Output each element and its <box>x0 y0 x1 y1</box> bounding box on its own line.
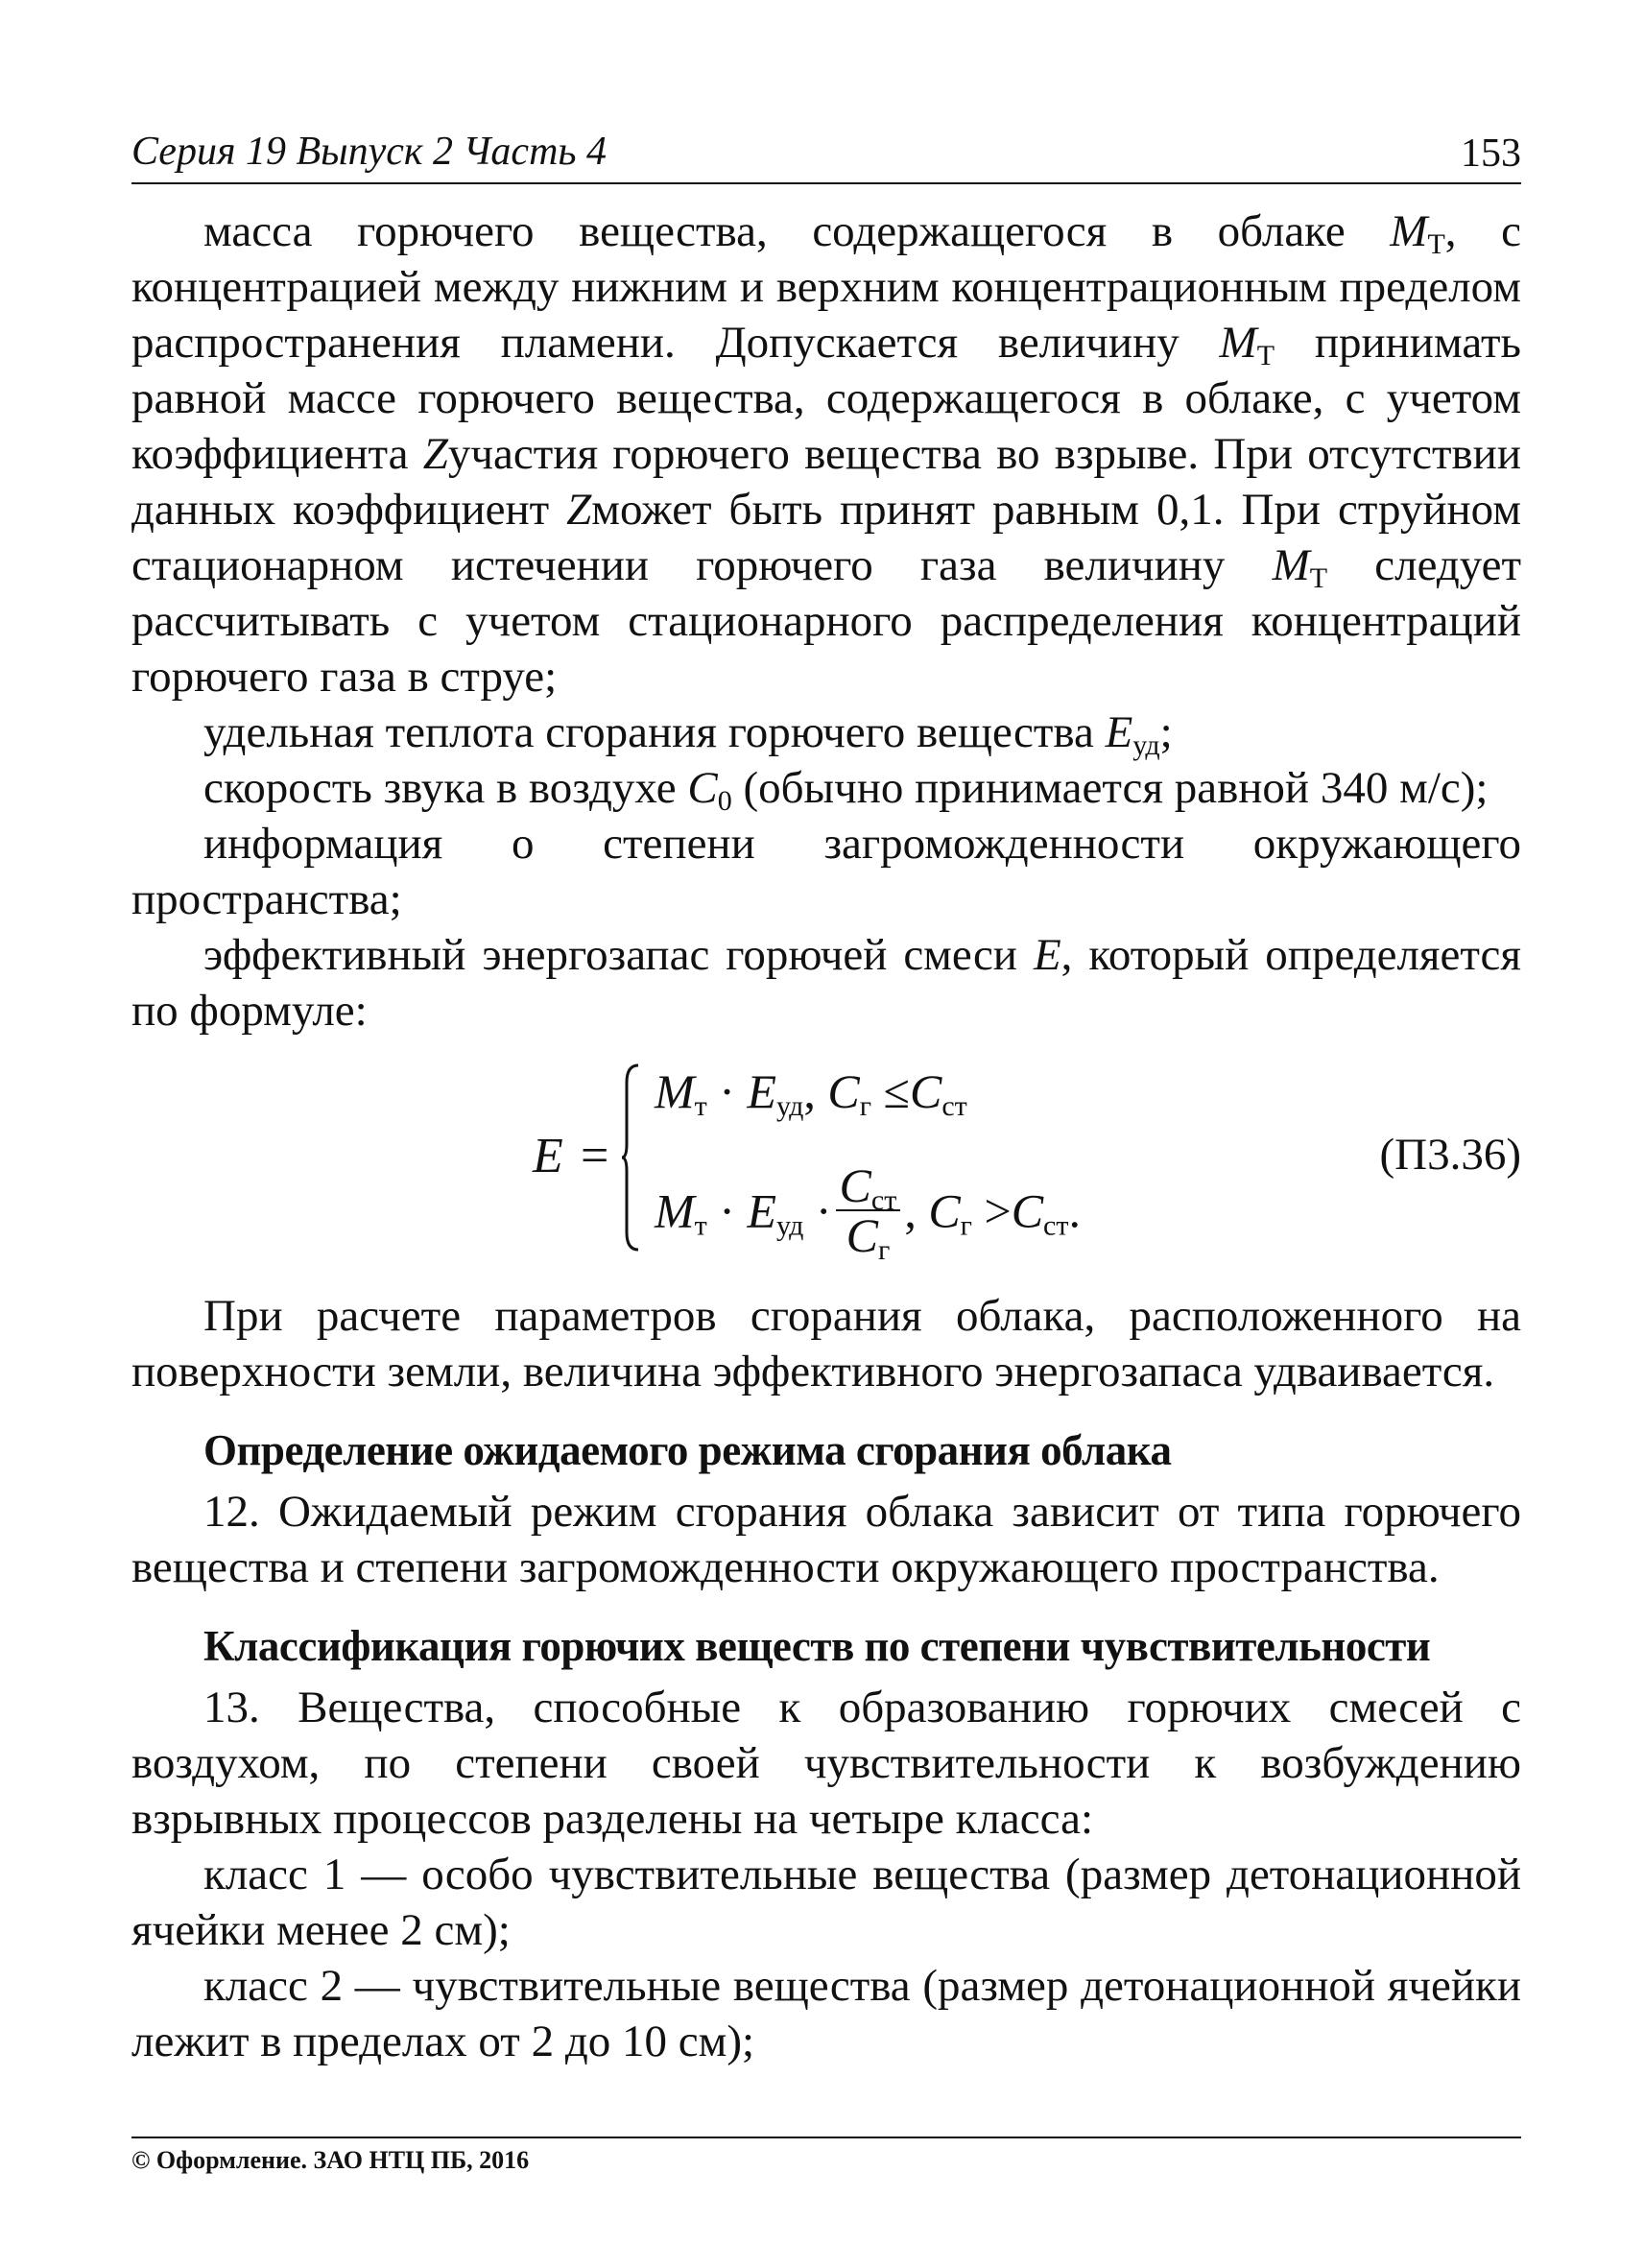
paragraph-item-12: 12. Ожидаемый режим сгорания облака зависит от типа горючего вещества и степени загроможденности окружающего пространства. <box>131 1487 1521 1592</box>
formula-lhs: E <box>533 1129 563 1183</box>
formula-number: (П3.36) <box>1379 1130 1521 1180</box>
paragraph-heat: удельная теплота сгорания горючего вещества $E_{уд}$; <box>203 707 1173 761</box>
paragraph-item-13: 13. Вещества, способные к образованию горючих смесей с воздухом, по степени своей чувствительности к возбуждению взрывных процессов разделены на четыре класса: <box>131 1683 1521 1844</box>
formula-case-2: $M_т \cdot E_{уд}$ · $\frac{C_{ст}}{C_г}$ , $C_г >C_{ст}$. <box>655 1158 1081 1266</box>
left-brace <box>621 1063 640 1252</box>
page-footer <box>131 2137 1521 2175</box>
formula-fraction: $\frac{C_{ст}}{C_г}$ <box>836 1161 901 1259</box>
paragraph-congestion: информация о степени загроможденности окружающего пространства; <box>131 819 1521 924</box>
heading-sensitivity-classes: Классификация горючих веществ по степени чувствительности <box>203 1622 1431 1670</box>
page-header <box>131 130 1521 184</box>
paragraph-sound-speed: скорость звука в воздухе $C_0$ (обычно принимается равной 340 м/с); <box>203 763 1489 817</box>
paragraph-mass: масса горючего вещества, содержащегося в облаке $M_Т$, с концентрацией между нижним и верхним концентрационным пределом распространения пламени. Допускается величину $M_Т$ принимать равной массе горючего вещества, содержащегося в облаке, с учетом коэффициента Zучастия горючего вещества во взрыве. При отсутствии данных коэффициент Zможет быть принят равным 0,1. При струйном стационарном истечении горючего газа величину $M_Т$ следует рассчитывать с учетом стационарного распределения концентраций горючего газа в струе; <box>131 206 1522 702</box>
series-title: Серия 19 Выпуск 2 Часть 4 <box>131 130 608 174</box>
paragraph-energy: эффективный энергозапас горючей смеси E, который определяется по формуле: <box>131 930 1522 1036</box>
paragraph-class-2: класс 2 — чувствительные вещества (размер детонационной ячейки лежит в пределах от 2 до 10 см); <box>131 1961 1521 2066</box>
paragraph-class-1: класс 1 — особо чувствительные вещества (размер детонационной ячейки менее 2 см); <box>131 1850 1521 1955</box>
page-body <box>131 203 1521 2069</box>
formula-p3-36 <box>131 1050 1521 1271</box>
paragraph-ground-doubling: При расчете параметров сгорания облака, расположенного на поверхности земли, величина эффективного энергозапаса удваивается. <box>131 1291 1521 1397</box>
formula-case-1: $M_т \cdot E_{уд}$, $C_г \le C_{ст}$ <box>655 1064 967 1122</box>
copyright-notice: © Оформление. ЗАО НТЦ ПБ, 2016 <box>131 2146 530 2174</box>
formula-equals: = <box>581 1129 609 1183</box>
page-number: 153 <box>1461 131 1521 176</box>
heading-combustion-mode: Определение ожидаемого режима сгорания облака <box>203 1426 1172 1474</box>
